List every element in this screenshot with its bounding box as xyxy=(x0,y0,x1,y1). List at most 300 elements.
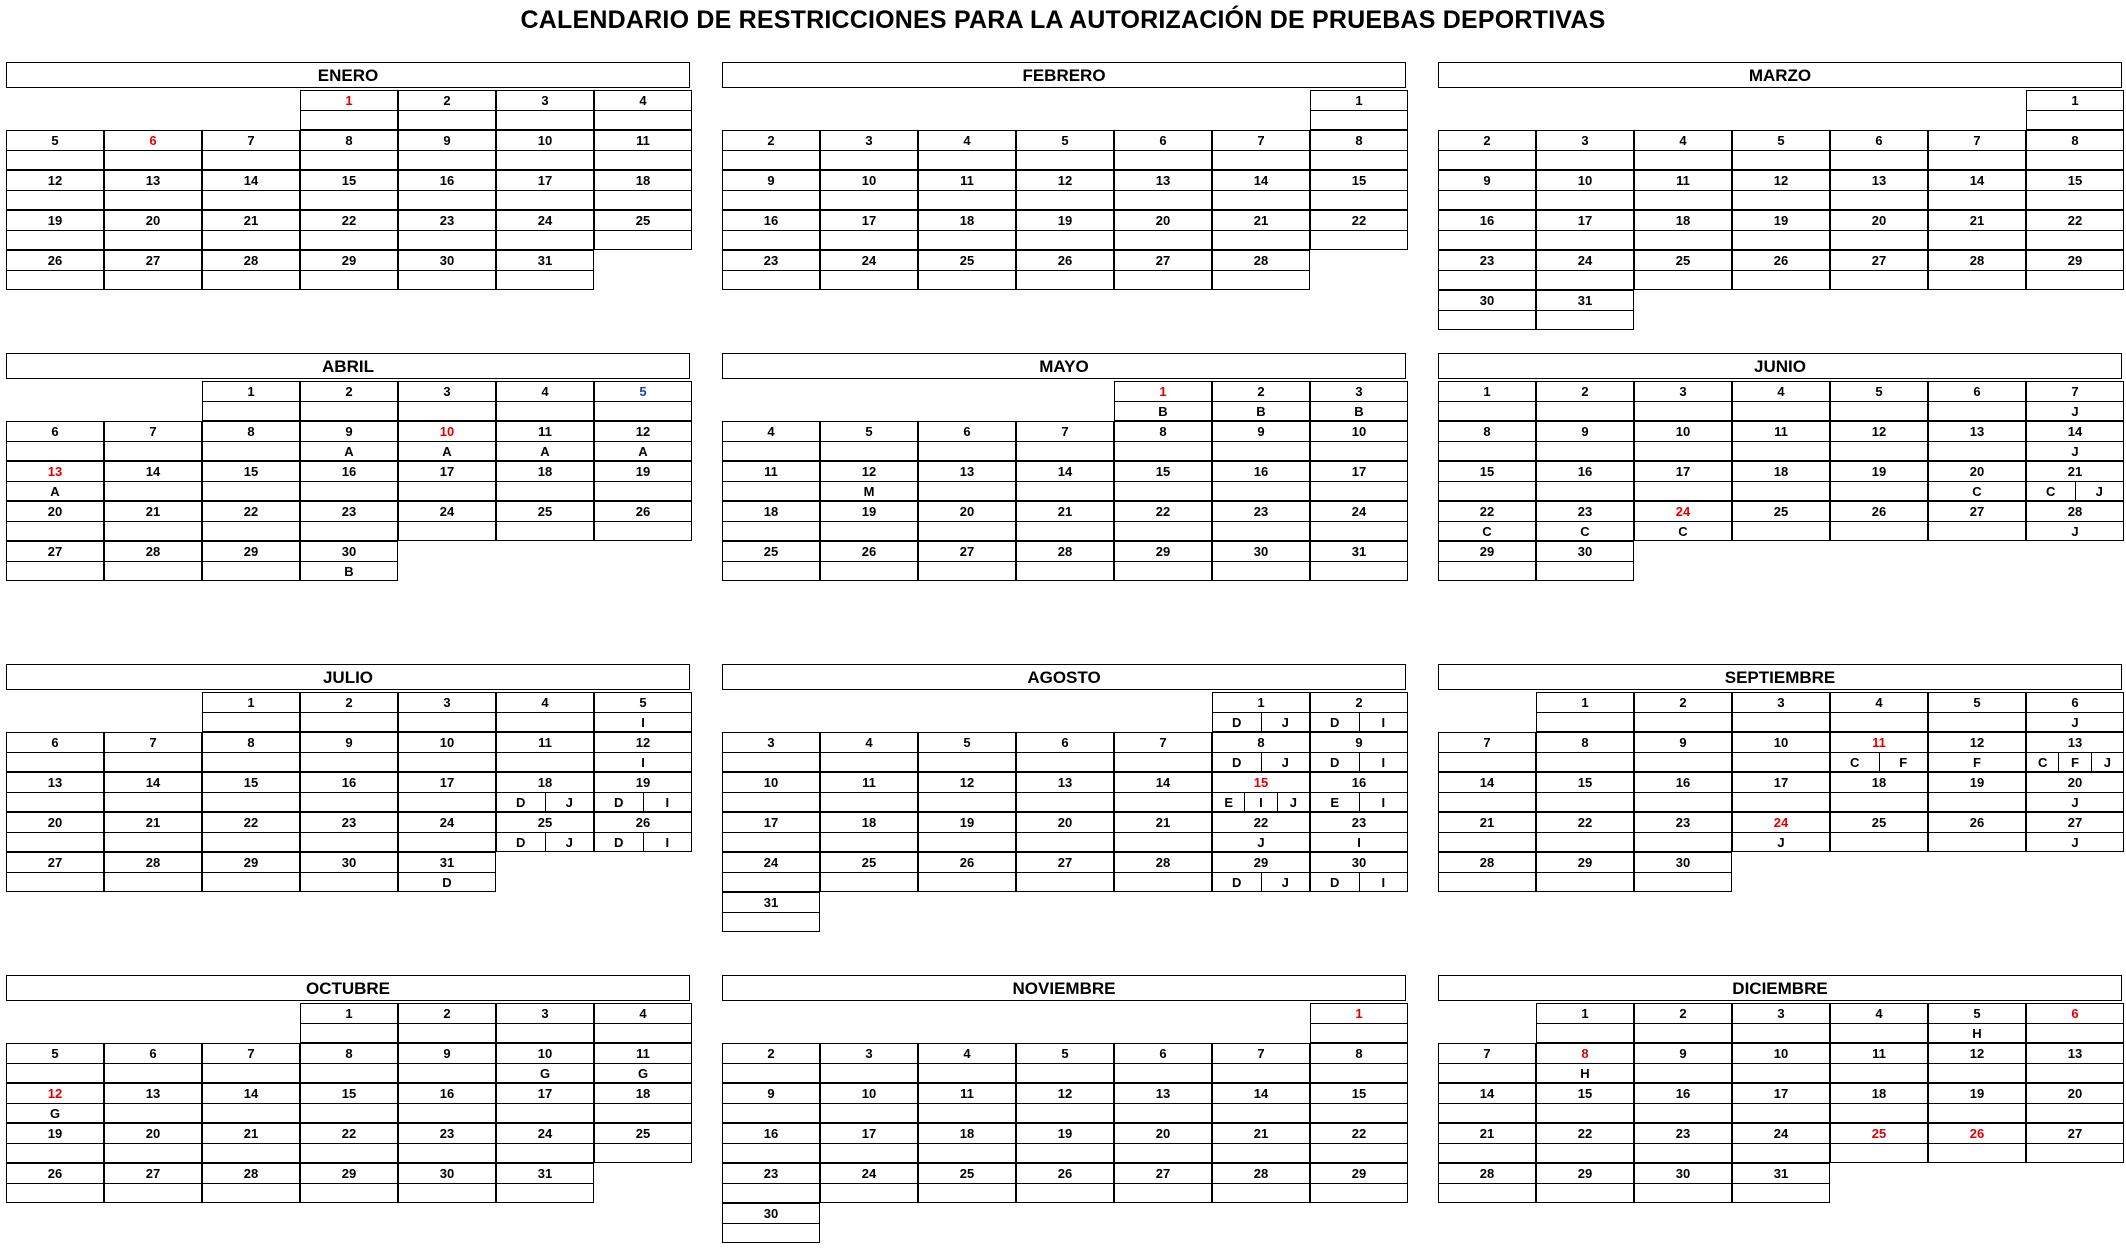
day-number: 25 xyxy=(1831,813,1927,833)
restriction-codes xyxy=(1635,231,1731,250)
restriction-codes xyxy=(203,793,299,812)
restriction-codes xyxy=(821,1064,917,1083)
day-number: 1 xyxy=(1311,91,1407,111)
day-cell xyxy=(1016,852,1114,892)
restriction-codes xyxy=(1311,482,1407,501)
restriction-codes xyxy=(723,231,819,250)
day-number: 20 xyxy=(105,211,201,231)
restriction-codes xyxy=(595,442,691,461)
day-number: 11 xyxy=(723,462,819,482)
day-number: 17 xyxy=(821,1124,917,1144)
day-cell xyxy=(1536,541,1634,581)
day-cell xyxy=(1310,1123,1408,1163)
restriction-codes xyxy=(7,271,103,290)
day-number: 8 xyxy=(1311,131,1407,151)
restriction-codes xyxy=(1733,522,1829,541)
day-number: 23 xyxy=(399,1124,495,1144)
day-number: 13 xyxy=(1017,773,1113,793)
day-cell xyxy=(1212,421,1310,461)
day-cell xyxy=(1016,732,1114,772)
day-cell xyxy=(1310,130,1408,170)
day-number: 8 xyxy=(1537,733,1633,753)
day-number: 20 xyxy=(1115,1124,1211,1144)
restriction-codes xyxy=(1115,231,1211,250)
day-number: 27 xyxy=(2027,813,2123,833)
day-cell xyxy=(722,1043,820,1083)
day-cell xyxy=(1732,732,1830,772)
day-number: 28 xyxy=(203,1164,299,1184)
day-cell xyxy=(1830,210,1928,250)
day-number: 23 xyxy=(1439,251,1535,271)
restriction-codes xyxy=(1929,442,2025,461)
day-number: 21 xyxy=(1929,211,2025,231)
restriction-codes xyxy=(105,833,201,852)
day-number: 9 xyxy=(723,171,819,191)
day-cell xyxy=(2026,381,2124,421)
day-cell xyxy=(1928,421,2026,461)
day-number: 7 xyxy=(105,733,201,753)
restriction-codes xyxy=(1311,191,1407,210)
day-number: 3 xyxy=(1733,1004,1829,1024)
day-number: 1 xyxy=(1439,382,1535,402)
restriction-codes xyxy=(1733,1104,1829,1123)
day-cell xyxy=(918,421,1016,461)
restriction-codes xyxy=(1537,231,1633,250)
day-number: 29 xyxy=(203,853,299,873)
restriction-codes xyxy=(919,442,1015,461)
restriction-codes xyxy=(7,1104,103,1123)
day-number: 14 xyxy=(203,171,299,191)
day-cell xyxy=(1016,772,1114,812)
day-cell xyxy=(1114,421,1212,461)
day-number: 5 xyxy=(1831,382,1927,402)
restriction-codes xyxy=(1537,833,1633,852)
restriction-codes xyxy=(2027,522,2123,541)
day-number: 24 xyxy=(497,211,593,231)
restriction-codes xyxy=(7,873,103,892)
restriction-code: B xyxy=(344,564,354,579)
day-cell xyxy=(6,250,104,290)
restriction-codes xyxy=(1537,482,1633,501)
restriction-codes xyxy=(1311,1144,1407,1163)
restriction-codes xyxy=(1311,873,1407,892)
day-cell xyxy=(722,461,820,501)
day-cell xyxy=(202,170,300,210)
day-number: 27 xyxy=(1017,853,1113,873)
day-cell xyxy=(104,1043,202,1083)
day-number: 7 xyxy=(1439,1044,1535,1064)
day-number: 29 xyxy=(1115,542,1211,562)
restriction-code: D xyxy=(1330,875,1340,890)
day-number: 19 xyxy=(1017,211,1113,231)
day-cell xyxy=(1928,812,2026,852)
day-number: 29 xyxy=(301,251,397,271)
day-number: 7 xyxy=(203,1044,299,1064)
day-cell xyxy=(722,732,820,772)
restriction-code: I xyxy=(1359,873,1408,892)
day-number: 16 xyxy=(723,1124,819,1144)
day-cell xyxy=(918,250,1016,290)
restriction-codes xyxy=(2027,833,2123,852)
day-number: 23 xyxy=(1537,502,1633,522)
day-number: 31 xyxy=(1311,542,1407,562)
restriction-codes xyxy=(1733,833,1829,852)
day-cell xyxy=(1634,1003,1732,1043)
day-number: 9 xyxy=(1635,733,1731,753)
restriction-codes xyxy=(203,753,299,772)
restriction-code: F xyxy=(2058,753,2090,772)
restriction-codes xyxy=(1635,271,1731,290)
restriction-codes xyxy=(1115,1144,1211,1163)
day-cell xyxy=(6,1043,104,1083)
day-number: 10 xyxy=(1635,422,1731,442)
day-number: 6 xyxy=(1115,1044,1211,1064)
day-cell xyxy=(2026,130,2124,170)
day-cell xyxy=(1438,1043,1536,1083)
day-cell xyxy=(6,541,104,581)
day-number: 4 xyxy=(821,733,917,753)
day-number: 4 xyxy=(1831,1004,1927,1024)
restriction-codes xyxy=(1831,833,1927,852)
restriction-code: D xyxy=(1232,755,1242,770)
day-cell xyxy=(1928,501,2026,541)
day-cell xyxy=(300,1043,398,1083)
day-number: 6 xyxy=(7,733,103,753)
restriction-codes xyxy=(1537,873,1633,892)
day-number: 7 xyxy=(1017,422,1113,442)
restriction-codes xyxy=(2027,402,2123,421)
day-number: 11 xyxy=(1831,1044,1927,1064)
restriction-codes xyxy=(1311,442,1407,461)
day-cell xyxy=(1212,1043,1310,1083)
day-cell xyxy=(1830,501,1928,541)
day-cell xyxy=(1310,501,1408,541)
restriction-codes xyxy=(1537,562,1633,581)
day-cell xyxy=(1830,812,1928,852)
day-cell xyxy=(1438,501,1536,541)
day-cell xyxy=(722,170,820,210)
day-cell xyxy=(104,541,202,581)
day-cell xyxy=(6,1163,104,1203)
day-number: 18 xyxy=(1635,211,1731,231)
restriction-codes xyxy=(1929,231,2025,250)
restriction-codes xyxy=(595,753,691,772)
day-number: 1 xyxy=(1537,1004,1633,1024)
restriction-codes xyxy=(1635,793,1731,812)
restriction-code: A xyxy=(50,484,60,499)
restriction-code: J xyxy=(1277,793,1309,812)
day-number: 5 xyxy=(1929,1004,2025,1024)
day-number: 6 xyxy=(7,422,103,442)
restriction-codes xyxy=(595,1144,691,1163)
restriction-codes xyxy=(1115,562,1211,581)
day-number: 7 xyxy=(1213,1044,1309,1064)
day-cell xyxy=(918,1123,1016,1163)
day-cell xyxy=(496,421,594,461)
day-cell xyxy=(1114,210,1212,250)
restriction-codes xyxy=(1635,402,1731,421)
day-cell xyxy=(722,250,820,290)
day-cell xyxy=(1310,421,1408,461)
restriction-codes xyxy=(105,793,201,812)
day-cell xyxy=(496,692,594,732)
day-number: 14 xyxy=(105,462,201,482)
restriction-codes xyxy=(399,1104,495,1123)
day-number: 10 xyxy=(723,773,819,793)
restriction-code: E xyxy=(1330,795,1340,810)
restriction-code: I xyxy=(641,715,645,730)
restriction-code: D xyxy=(1232,875,1242,890)
day-number: 30 xyxy=(1635,853,1731,873)
day-number: 14 xyxy=(1439,1084,1535,1104)
restriction-codes xyxy=(1439,833,1535,852)
day-cell xyxy=(300,1083,398,1123)
restriction-codes xyxy=(1537,1104,1633,1123)
day-cell xyxy=(202,692,300,732)
day-cell xyxy=(1438,732,1536,772)
day-cell xyxy=(1310,381,1408,421)
day-number: 27 xyxy=(1929,502,2025,522)
day-cell xyxy=(594,210,692,250)
day-number: 24 xyxy=(1537,251,1633,271)
day-cell xyxy=(300,692,398,732)
day-cell xyxy=(300,130,398,170)
day-number: 5 xyxy=(1929,693,2025,713)
restriction-codes xyxy=(301,271,397,290)
day-number: 17 xyxy=(1733,1084,1829,1104)
day-cell xyxy=(1438,381,1536,421)
day-number: 29 xyxy=(1311,1164,1407,1184)
restriction-codes xyxy=(105,151,201,170)
restriction-codes xyxy=(1929,1064,2025,1083)
restriction-codes xyxy=(1439,231,1535,250)
restriction-codes xyxy=(1733,713,1829,732)
restriction-codes xyxy=(1733,793,1829,812)
restriction-codes xyxy=(1733,151,1829,170)
day-number: 25 xyxy=(919,251,1015,271)
restriction-codes xyxy=(1635,522,1731,541)
restriction-code: J xyxy=(545,833,594,852)
restriction-codes xyxy=(105,522,201,541)
day-number: 13 xyxy=(1115,171,1211,191)
day-number: 24 xyxy=(497,1124,593,1144)
restriction-codes xyxy=(1733,442,1829,461)
day-cell xyxy=(496,1043,594,1083)
restriction-codes xyxy=(1831,753,1927,772)
day-cell xyxy=(1634,130,1732,170)
restriction-codes xyxy=(1017,271,1113,290)
day-number: 27 xyxy=(105,251,201,271)
day-cell xyxy=(398,1003,496,1043)
restriction-codes xyxy=(1929,1144,2025,1163)
day-number: 23 xyxy=(1635,1124,1731,1144)
day-number: 24 xyxy=(1635,502,1731,522)
day-cell xyxy=(300,732,398,772)
day-cell xyxy=(104,170,202,210)
day-cell xyxy=(496,90,594,130)
restriction-codes xyxy=(919,873,1015,892)
day-number: 2 xyxy=(1439,131,1535,151)
day-cell xyxy=(820,772,918,812)
day-number: 24 xyxy=(821,251,917,271)
day-cell xyxy=(1212,501,1310,541)
day-number: 11 xyxy=(919,171,1015,191)
day-number: 7 xyxy=(1439,733,1535,753)
restriction-codes xyxy=(1831,482,1927,501)
day-cell xyxy=(1732,130,1830,170)
day-cell xyxy=(104,772,202,812)
restriction-codes xyxy=(821,1184,917,1203)
restriction-codes xyxy=(919,151,1015,170)
day-cell xyxy=(6,772,104,812)
day-cell xyxy=(1830,130,1928,170)
day-number: 7 xyxy=(203,131,299,151)
day-number: 28 xyxy=(105,542,201,562)
day-number: 11 xyxy=(919,1084,1015,1104)
day-number: 10 xyxy=(399,733,495,753)
restriction-codes xyxy=(1733,482,1829,501)
restriction-codes xyxy=(1733,191,1829,210)
restriction-code: B xyxy=(1158,404,1168,419)
restriction-codes xyxy=(1115,271,1211,290)
day-number: 9 xyxy=(301,733,397,753)
restriction-codes xyxy=(1017,442,1113,461)
day-number: 28 xyxy=(203,251,299,271)
restriction-codes xyxy=(1831,191,1927,210)
day-cell xyxy=(202,461,300,501)
day-cell xyxy=(1310,772,1408,812)
day-number: 22 xyxy=(1311,1124,1407,1144)
restriction-codes xyxy=(1311,402,1407,421)
day-number: 23 xyxy=(1213,502,1309,522)
restriction-codes xyxy=(2027,482,2123,501)
day-number: 27 xyxy=(1115,251,1211,271)
day-cell xyxy=(2026,170,2124,210)
day-cell xyxy=(820,1043,918,1083)
day-number: 15 xyxy=(203,462,299,482)
restriction-codes xyxy=(7,151,103,170)
restriction-codes xyxy=(7,793,103,812)
day-cell xyxy=(398,1163,496,1203)
day-number: 24 xyxy=(399,813,495,833)
day-cell xyxy=(1212,541,1310,581)
restriction-code: D xyxy=(614,795,624,810)
restriction-codes xyxy=(203,191,299,210)
day-cell xyxy=(1310,170,1408,210)
restriction-codes xyxy=(1831,231,1927,250)
day-number: 20 xyxy=(7,502,103,522)
day-cell xyxy=(1438,1123,1536,1163)
restriction-codes xyxy=(1635,1184,1731,1203)
day-cell xyxy=(918,501,1016,541)
day-cell xyxy=(820,541,918,581)
day-cell xyxy=(300,1163,398,1203)
day-number: 17 xyxy=(497,1084,593,1104)
day-number: 1 xyxy=(203,693,299,713)
day-cell xyxy=(1536,732,1634,772)
day-number: 25 xyxy=(821,853,917,873)
day-cell xyxy=(1928,732,2026,772)
day-number: 7 xyxy=(1929,131,2025,151)
day-number: 14 xyxy=(2027,422,2123,442)
day-cell xyxy=(1212,692,1310,732)
day-cell xyxy=(1438,1083,1536,1123)
restriction-codes xyxy=(7,1184,103,1203)
restriction-codes xyxy=(821,753,917,772)
day-cell xyxy=(1212,732,1310,772)
restriction-codes xyxy=(497,833,593,852)
day-number: 26 xyxy=(1831,502,1927,522)
restriction-codes xyxy=(399,522,495,541)
restriction-codes xyxy=(1635,753,1731,772)
day-number: 5 xyxy=(7,1044,103,1064)
day-number: 29 xyxy=(301,1164,397,1184)
day-cell xyxy=(1634,1083,1732,1123)
restriction-codes xyxy=(301,402,397,421)
day-cell xyxy=(398,130,496,170)
day-number: 9 xyxy=(1635,1044,1731,1064)
day-cell xyxy=(202,772,300,812)
restriction-codes xyxy=(497,1024,593,1043)
restriction-codes xyxy=(1017,1104,1113,1123)
restriction-codes xyxy=(1017,873,1113,892)
day-cell xyxy=(104,210,202,250)
restriction-code: C xyxy=(1678,524,1688,539)
restriction-codes xyxy=(1537,191,1633,210)
day-cell xyxy=(1114,1123,1212,1163)
day-number: 26 xyxy=(1017,1164,1113,1184)
day-number: 3 xyxy=(821,131,917,151)
day-cell xyxy=(1536,812,1634,852)
restriction-code: A xyxy=(540,444,550,459)
day-cell xyxy=(722,541,820,581)
restriction-codes xyxy=(301,793,397,812)
day-cell xyxy=(918,210,1016,250)
day-cell xyxy=(496,772,594,812)
day-number: 4 xyxy=(919,131,1015,151)
day-number: 3 xyxy=(821,1044,917,1064)
day-number: 5 xyxy=(1017,131,1113,151)
day-cell xyxy=(300,852,398,892)
day-number: 19 xyxy=(7,211,103,231)
restriction-codes xyxy=(1213,1144,1309,1163)
day-number: 14 xyxy=(105,773,201,793)
day-number: 7 xyxy=(105,422,201,442)
day-cell xyxy=(202,812,300,852)
day-cell xyxy=(594,812,692,852)
restriction-codes xyxy=(1439,522,1535,541)
restriction-codes xyxy=(1635,873,1731,892)
restriction-code: I xyxy=(1244,793,1276,812)
day-number: 10 xyxy=(821,171,917,191)
day-number: 18 xyxy=(595,1084,691,1104)
day-cell xyxy=(104,501,202,541)
day-number: 10 xyxy=(1311,422,1407,442)
restriction-code: F xyxy=(1973,755,1981,770)
day-cell xyxy=(202,501,300,541)
restriction-codes xyxy=(1929,482,2025,501)
day-cell xyxy=(722,1123,820,1163)
day-number: 4 xyxy=(1831,693,1927,713)
restriction-codes xyxy=(1537,753,1633,772)
day-cell xyxy=(1212,381,1310,421)
restriction-codes xyxy=(203,442,299,461)
restriction-codes xyxy=(7,231,103,250)
day-cell xyxy=(722,772,820,812)
day-number: 16 xyxy=(399,171,495,191)
restriction-codes xyxy=(1311,1024,1407,1043)
day-number: 21 xyxy=(203,211,299,231)
